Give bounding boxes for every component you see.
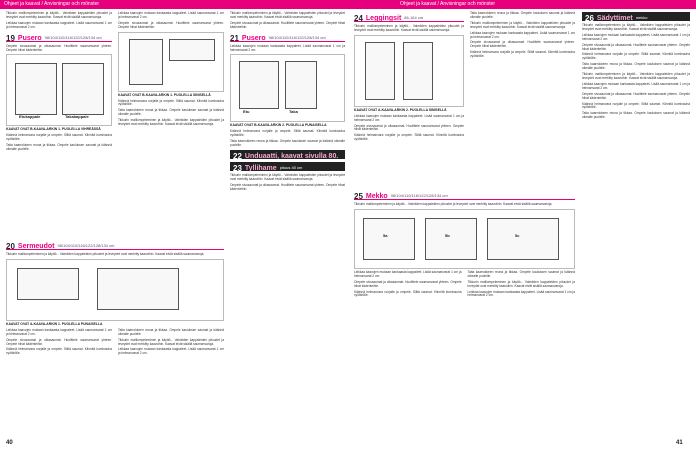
paragraph: Leikkaa kaavojen mukaan kankaasta kappaleet. Lisää saumanvarat 1 cm ja helmanvarat 2 cm. [582,81,690,90]
figure-label: Etukappale [19,114,41,120]
two-column-text [6,329,224,358]
paragraph: Taita kaarrokkeen reuna ja tikkaa. Ompele kauluksen saumat ja käännä oikealle puolelle. [118,108,224,117]
paragraph: Käännä helmanvara nurjalle ja ompele. Silitä saumat. Kiinnitä kuminauha vyötärölle. [470,50,575,59]
paragraph: Taita kaarrokkeen reuna ja tikkaa. Ompele kauluksen saumat ja käännä oikealle puolelle. [6,143,112,152]
paragraph: Tikkurin malliompeleminen ja käyttö... Valmiiden kappaleiden pituudet ja leveydet ovat merkitty kaavoihin. Kaavat eivät sisällä saumanvaroja. [354,24,464,32]
paragraph: Tikkurin malliompeleminen ja käyttö... Valmiiden kappaleiden pituudet ja leveydet ovat merkitty kaavoihin. Kaavat eivät sisällä saumanvaroja. [467,279,575,288]
section-24-header [354,12,464,22]
paragraph: Tikkurin malliompeleminen ja käyttö... Valmiiden kappaleiden pituudet ja leveydet ovat merkitty kaavoihin. Kaavat eivät sisällä saumanvaroja. [354,202,553,206]
figure-caption: KAAVAT OVAT B-KAAVA-ARKIN 1. PUOLELLA SINISELLÄ [118,92,211,97]
top-banner [0,0,696,9]
section-title: Pusero [241,34,266,42]
paragraph: Tikkurin malliompeleminen ja käyttö... Valmiiden kappaleiden pituudet ja leveydet ovat merkitty kaavoihin. Kaavat eivät sisällä saumanvaroja. [6,11,112,19]
paragraph: Käännä helmanvara nurjalle ja ompele. Silitä saumat. Kiinnitä kuminauha vyötärölle. [6,133,112,142]
figure-label: Takakappale [65,114,89,120]
paragraph: Tikkurin malliompeleminen ja käyttö... Valmiiden kappaleiden pituudet ja leveydet ovat merkitty kaavoihin. Kaavat eivät sisällä saumanvaroja. [582,72,690,80]
paragraph: Tikkurin malliompeleminen ja käyttö... Valmiiden kappaleiden pituudet ja leveydet ovat merkitty kaavoihin. Kaavat eivät sisällä saumanvaroja. [118,337,224,346]
paragraph: Ompele sivusaumat ja olkasaumat. Huolittele saumanvarat yhteen. Ompele hihat kädenteihin. [230,182,345,191]
section-25-header [354,190,575,200]
section-19-header [6,32,112,42]
paragraph: Leikkaa kaavojen mukaan kankaasta kappaleet. Lisää saumanvarat 1 cm ja helmanvarat 2 cm. [354,269,462,278]
section-sizes: mekko [635,15,648,21]
pattern-figure-21 [230,54,345,122]
paragraph: Taita kaarrokkeen reuna ja tikkaa. Ompele kauluksen saumat ja käännä oikealle puolelle. [230,139,345,148]
figure-label: Taka [289,109,298,115]
paragraph: Leikkaa kaavojen mukaan kankaasta kappaleet. Lisää saumanvarat 1 cm ja helmanvarat 2 cm. [354,113,464,122]
section-21-header [230,32,345,42]
section-26-header [582,12,690,24]
section-title: Sermeudot [17,243,55,251]
paragraph: Ompele sivusaumat ja olkasaumat. Huolittele saumanvarat yhteen. Ompele hihat kädenteihin. [118,20,224,29]
pattern-piece [17,268,79,300]
paragraph: Tikkurin malliompeleminen ja käyttö... Valmiiden kappaleiden pituudet ja leveydet ovat merkitty kaavoihin. Kaavat eivät sisällä saumanvaroja. [470,20,575,29]
section-number: 19 [6,33,15,43]
pattern-piece [62,63,104,115]
section-number: 20 [6,242,15,252]
pattern-figure-20b [6,259,224,321]
column-5 [470,12,575,61]
pattern-piece [15,63,57,115]
paragraph: Käännä helmanvara nurjalle ja ompele. Silitä saumat. Kiinnitä kuminauha vyötärölle. [6,347,112,356]
pattern-piece [363,218,415,260]
section-number: 24 [354,14,363,24]
section-title: Leggingsit [365,15,402,23]
paragraph: Ompele sivusaumat ja olkasaumat. Huolittele saumanvarat yhteen. Ompele hihat kädenteihin. [6,43,112,52]
paragraph: Käännä helmanvara nurjalle ja ompele. Silitä saumat. Kiinnitä kuminauha vyötärölle. [582,52,690,61]
pattern-piece [129,39,163,85]
pattern-figure-19 [6,54,112,126]
paragraph: Leikkaa kaavojen mukaan kankaasta kappaleet. Lisää saumanvarat 1 cm ja helmanvarat 2 cm. [118,347,224,356]
figure-label: 5b [445,232,450,238]
paragraph: Ompele sivusaumat ja olkasaumat. Huolittele saumanvarat yhteen. Ompele hihat kädenteihin. [6,337,112,346]
section-20-header [6,240,224,250]
page-number-right: 41 [676,440,683,446]
paragraph: Käännä helmanvara nurjalle ja ompele. Silitä saumat. Kiinnitä kuminauha vyötärölle. [582,101,690,110]
figure-caption: KAAVAT OVAT B-KAAVA-ARKIN 1. PUOLELLA VIHREÄSSÄ [6,127,101,132]
pattern-piece [425,218,477,260]
paragraph: Taita kaarrokkeen reuna ja tikkaa. Ompele kauluksen saumat ja käännä oikealle puolelle. [582,111,690,120]
paragraph: Tikkurin malliompeleminen ja käyttö... Valmiiden kappaleiden pituudet ja leveydet ovat merkitty kaavoihin. Kaavat eivät sisällä saumanvaroja. [582,23,690,31]
pattern-figure-25 [354,209,575,269]
column-2 [118,12,224,129]
paragraph: Ompele sivusaumat ja olkasaumat. Huolittele saumanvarat yhteen. Ompele hihat kädenteihin. [354,123,464,132]
page-number-left: 40 [6,440,13,446]
figure-label: 5c [515,232,520,238]
pattern-figure-20 [118,32,224,92]
paragraph: Ompele sivusaumat ja olkasaumat. Huolittele saumanvarat yhteen. Ompele hihat kädenteihin. [230,20,345,29]
section-sizes: 98/104/110/116/122/128/134 cm [44,34,102,40]
figure-label: 5a [383,232,388,238]
paragraph: Käännä helmanvara nurjalle ja ompele. Silitä saumat. Kiinnitä kuminauha vyötärölle. [354,133,464,142]
top-left-header: Ohjeet ja kaavat / Anvisningar och mönster [4,1,100,7]
section-22-header [230,150,345,162]
figure-caption: KAAVAT OVAT A-KAAVA-ARKIN 1. PUOLELLA PUNAISELLA [6,321,103,326]
paragraph: Käännä helmanvara nurjalle ja ompele. Silitä saumat. Kiinnitä kuminauha vyötärölle. [230,129,345,138]
section-25 [354,190,575,300]
figure-caption: KAAVAT OVAT B-KAAVA-ARKIN 2. PUOLELLA PUNAISELLA [230,123,327,128]
paragraph: Leikkaa kaavojen mukaan kankaasta kappaleet. Lisää saumanvarat 1 cm ja helmanvarat 2 cm. [470,30,575,39]
section-sizes: pituus 40 cm [279,165,303,171]
section-sizes: 98/104/110/116/122/128/134 cm [57,243,115,249]
section-number: 26 [585,14,594,24]
pattern-figure-24 [354,35,464,107]
pattern-piece [239,61,279,109]
column-4 [354,12,464,144]
two-column-text [354,271,575,300]
section-title: Sädyttimet [596,15,633,23]
figure-caption: KAAVAT OVAT A-KAAVA-ARKIN 2. PUOLELLA SINISELLÄ [354,107,447,112]
top-right-header: Ohjeet ja kaavat / Anvisningar och mönster [400,1,496,7]
pattern-piece [403,42,433,100]
section-number: 21 [230,33,239,43]
pattern-piece [365,42,395,100]
paragraph: Leikkaa kaavojen mukaan kankaasta kappaleet. Lisää saumanvarat 1 cm ja helmanvarat 2 cm. [6,327,112,336]
section-number: 25 [354,192,363,202]
section-title: Pusero [17,34,42,42]
paragraph: Käännä helmanvara nurjalle ja ompele. Silitä saumat. Kiinnitä kuminauha vyötärölle. [354,289,462,298]
pattern-piece [169,39,215,61]
section-sizes: 86-164 cm [404,15,424,21]
section-title: Unduaatti, kaavat sivulla 80. [244,153,339,161]
paragraph: Tikkurin malliompeleminen ja käyttö... Valmiiden kappaleiden pituudet ja leveydet ovat merkitty kaavoihin. Kaavat eivät sisällä saumanvaroja. [6,252,205,256]
paragraph: Ompele sivusaumat ja olkasaumat. Huolittele saumanvarat yhteen. Ompele hihat kädenteihin. [470,40,575,49]
pattern-piece [97,268,179,310]
paragraph: Taita kaarrokkeen reuna ja tikkaa. Ompele kauluksen saumat ja käännä oikealle puolelle. [582,62,690,71]
pattern-piece [285,61,317,109]
figure-label: Etu [243,109,250,115]
column-6 [582,12,690,122]
paragraph: Leikkaa kaavojen mukaan kankaasta kappaleet. Lisää saumanvarat 1 cm ja helmanvarat 2 cm. [6,20,112,29]
section-sizes: 98/104/110/116/122/128/134 cm [268,34,326,40]
section-number: 23 [233,164,242,174]
paragraph: Taita kaarrokkeen reuna ja tikkaa. Ompele kauluksen saumat ja käännä oikealle puolelle. [470,11,575,19]
paragraph: Leikkaa kaavojen mukaan kankaasta kappaleet. Lisää saumanvarat 1 cm ja helmanvarat 2 cm. [118,11,224,19]
paragraph: Taita kaarrokkeen reuna ja tikkaa. Ompele kauluksen saumat ja käännä oikealle puolelle. [118,327,224,336]
paragraph: Tikkurin malliompeleminen ja käyttö... Valmiiden kappaleiden pituudet ja leveydet ovat merkitty kaavoihin. Kaavat eivät sisällä saumanvaroja. [230,11,345,19]
section-23-header [230,162,345,174]
section-20 [6,240,224,358]
section-sizes: 98/104/110/116/122/128/134 cm [390,193,448,199]
section-title: Tyllihame [244,165,277,173]
paragraph: Tikkurin malliompeleminen ja käyttö... Valmiiden kappaleiden pituudet ja leveydet ovat merkitty kaavoihin. Kaavat eivät sisällä saumanvaroja. [230,172,345,181]
paragraph: Ompele sivusaumat ja olkasaumat. Huolittele saumanvarat yhteen. Ompele hihat kädenteihin. [582,42,690,51]
section-title: Mekko [365,193,388,201]
paragraph: Leikkaa kaavojen mukaan kankaasta kappaleet. Lisää saumanvarat 1 cm ja helmanvarat 2 cm. [230,43,345,52]
paragraph: Leikkaa kaavojen mukaan kankaasta kappaleet. Lisää saumanvarat 1 cm ja helmanvarat 2 cm. [467,289,575,298]
paragraph: Ompele sivusaumat ja olkasaumat. Huolittele saumanvarat yhteen. Ompele hihat kädenteihin. [354,279,462,288]
section-number: 22 [233,152,242,162]
paragraph: Tikkurin malliompeleminen ja käyttö... Valmiiden kappaleiden pituudet ja leveydet ovat merkitty kaavoihin. Kaavat eivät sisällä saumanvaroja. [118,118,224,127]
paragraph: Käännä helmanvara nurjalle ja ompele. Silitä saumat. Kiinnitä kuminauha vyötärölle. [118,98,224,107]
column-3 [230,12,345,194]
pattern-piece [487,218,559,260]
column-1 [6,12,112,154]
paragraph: Ompele sivusaumat ja olkasaumat. Huolittele saumanvarat yhteen. Ompele hihat kädenteihin. [582,91,690,100]
paragraph: Leikkaa kaavojen mukaan kankaasta kappaleet. Lisää saumanvarat 1 cm ja helmanvarat 2 cm. [582,32,690,41]
paragraph: Taita kaarrokkeen reuna ja tikkaa. Ompele kauluksen saumat ja käännä oikealle puolelle. [467,269,575,278]
